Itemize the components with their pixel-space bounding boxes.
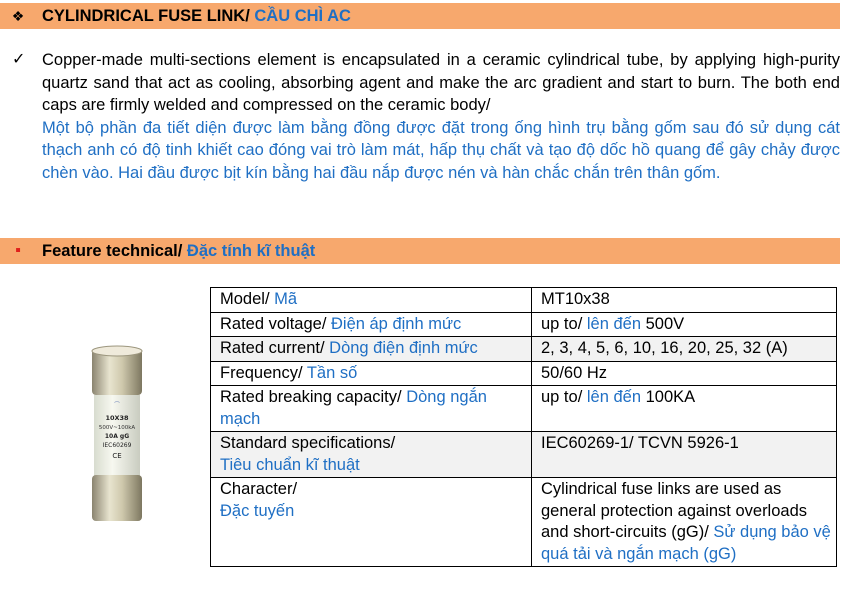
description-en: Copper-made multi-sections element is encapsulated in a ceramic cylindrical tube, by applying high-purity quartz sand that act as cooling, absorbing agent and make the arc gradient and start to burn. The both end caps are firmly welded and compressed on the ceramic body/ bbox=[42, 51, 840, 114]
spec-label-vi: Tần số bbox=[302, 363, 358, 382]
spec-value-cell bbox=[532, 386, 837, 432]
spec-label-en: Rated breaking capacity/ bbox=[220, 388, 402, 406]
spec-label-cell bbox=[211, 312, 532, 337]
spec-value-vi: Sử dụng bảo vệ quá tải và ngắn mạch (gG) bbox=[541, 523, 831, 563]
spec-value-vi: lên đến bbox=[582, 314, 642, 333]
section-title bbox=[42, 242, 315, 261]
spec-label-en: Rated voltage/ bbox=[220, 314, 327, 333]
spec-value-prefix: up to/ bbox=[541, 314, 583, 333]
spec-table bbox=[210, 287, 837, 567]
svg-text:⌒: ⌒ bbox=[113, 402, 121, 409]
spec-value: 100KA bbox=[641, 388, 696, 406]
spec-label-vi: Điện áp định mức bbox=[326, 314, 462, 333]
spec-value: 50/60 Hz bbox=[541, 363, 608, 382]
table-row bbox=[211, 386, 837, 432]
table-row bbox=[211, 361, 837, 386]
spec-label-vi: Dòng ngắn mạch bbox=[220, 388, 487, 428]
spec-label-cell bbox=[211, 386, 532, 432]
spec-value-vi: lên đến bbox=[582, 388, 642, 406]
title-en: CYLINDRICAL FUSE LINK/ bbox=[42, 6, 250, 25]
spec-value-cell bbox=[532, 478, 837, 567]
section-header-feature-technical bbox=[0, 238, 840, 264]
spec-value-cell bbox=[532, 337, 837, 362]
fuse-product-image bbox=[72, 345, 162, 525]
fuse-label-line4: IEC60269 bbox=[102, 442, 132, 449]
spec-label-vi: Dòng điện định mức bbox=[324, 339, 478, 357]
spec-label-en: Character/ bbox=[220, 480, 298, 498]
spec-label-en: Standard specifications/ bbox=[220, 434, 396, 452]
section-title bbox=[42, 7, 351, 26]
spec-label-vi: Tiêu chuẩn kĩ thuật bbox=[220, 455, 360, 474]
fuse-bottom-cap bbox=[92, 475, 142, 521]
spec-value-prefix: up to/ bbox=[541, 388, 583, 406]
spec-value-cell bbox=[532, 312, 837, 337]
fuse-label-line2: 500V~100kA bbox=[98, 425, 136, 431]
spec-value-cell bbox=[532, 288, 837, 313]
spec-label-vi: Đặc tuyến bbox=[220, 501, 295, 520]
spec-value-cell bbox=[532, 361, 837, 386]
spec-label-cell bbox=[211, 361, 532, 386]
fuse-label-line3: 10A gG bbox=[104, 433, 130, 440]
spec-label-vi: Mã bbox=[269, 290, 298, 308]
spec-label-cell bbox=[211, 478, 532, 567]
description-vi: Một bộ phần đa tiết diện được làm bằng đồng được đặt trong ống hình trụ bằng gốm sau đó sử dụng cát thạch anh có độ tinh khiết cao đóng vai trò làm mát, hấp thụ chất và tạo độ dốc hồ quang để gây chảy được chèn vào. Hai đầu được bịt kín bằng hai đầu nắp được nén và hàn chắc chắn trên thân gốm. bbox=[42, 118, 840, 182]
fuse-label-line1: 10X38 bbox=[105, 414, 129, 422]
fuse-ce-mark: CE bbox=[112, 452, 122, 460]
spec-label-en: Frequency/ bbox=[220, 363, 303, 382]
spec-label-cell bbox=[211, 337, 532, 362]
spec-value-cell bbox=[532, 432, 837, 478]
title-vi: CẦU CHÌ AC bbox=[249, 6, 351, 25]
spec-value-prefix: Cylindrical fuse links are used as general protection against overloads and short-circuits (gG)/ bbox=[541, 480, 808, 541]
spec-label-en: Rated current/ bbox=[220, 339, 325, 357]
spec-value: 500V bbox=[641, 314, 685, 333]
spec-value: IEC60269-1/ TCVN 5926-1 bbox=[541, 434, 739, 452]
spec-label-en: Model/ bbox=[220, 290, 270, 308]
checkmark-icon: ✓ bbox=[12, 51, 26, 68]
description-block bbox=[12, 49, 840, 184]
square-bullet-icon: ▪ bbox=[15, 242, 21, 259]
table-row bbox=[211, 432, 837, 478]
table-row bbox=[211, 478, 837, 567]
spec-label-cell bbox=[211, 288, 532, 313]
section-header-fuse-link bbox=[0, 3, 840, 29]
spec-value: MT10x38 bbox=[541, 290, 610, 308]
table-row bbox=[211, 312, 837, 337]
spec-value: 2, 3, 4, 5, 6, 10, 16, 20, 25, 32 (A) bbox=[541, 339, 788, 357]
diamond-bullet-icon: ❖ bbox=[11, 7, 25, 24]
title-vi: Đặc tính kĩ thuật bbox=[182, 241, 316, 260]
table-row bbox=[211, 337, 837, 362]
title-en: Feature technical/ bbox=[42, 241, 183, 260]
table-row bbox=[211, 288, 837, 313]
spec-label-cell bbox=[211, 432, 532, 478]
